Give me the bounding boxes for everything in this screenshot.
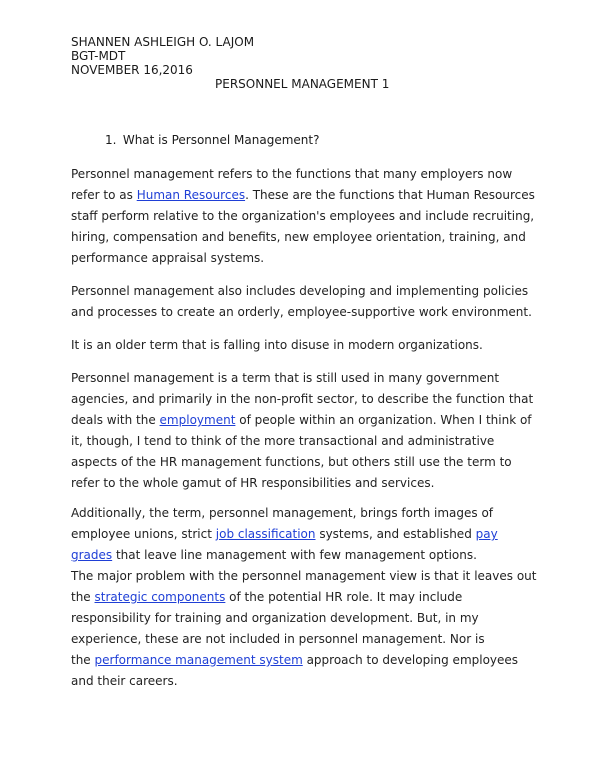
performance-management-system-link[interactable]: performance management system — [94, 653, 303, 667]
text-span: approach to developing employees — [302, 653, 519, 667]
paragraph-2 — [71, 281, 531, 323]
text-span: the — [71, 653, 95, 667]
paragraph-1 — [71, 164, 535, 269]
employment-link[interactable]: employment — [159, 413, 236, 427]
text-line: refer to the whole gamut of HR responsibilities and services. — [71, 476, 435, 490]
paragraph-5 — [71, 503, 537, 692]
text-line: experience, these are not included in personnel management. Nor is — [71, 632, 485, 646]
author-name: SHANNEN ASHLEIGH O. LAJOM — [71, 35, 255, 49]
document-title: PERSONNEL MANAGEMENT 1 — [215, 77, 390, 91]
pay-grades-link-part2[interactable]: grades — [71, 548, 113, 562]
pay-grades-link-part1[interactable]: pay — [475, 527, 498, 541]
text-line: performance appraisal systems. — [71, 251, 265, 265]
text-line: Personnel management refers to the functions that many employers now — [71, 167, 513, 181]
text-line: staff perform relative to the organization's employees and include recruiting, — [71, 209, 535, 223]
text-line: and processes to create an orderly, employee-supportive work environment. — [71, 305, 532, 319]
text-line: Additionally, the term, personnel management, brings forth images of — [71, 506, 494, 520]
text-span: deals with the — [71, 413, 160, 427]
text-line — [71, 587, 531, 608]
question-text: What is Personnel Management? — [122, 133, 320, 147]
text-line — [71, 410, 531, 431]
text-span: employee unions, strict — [71, 527, 216, 541]
question-number: 1. — [105, 133, 117, 147]
text-line: It is an older term that is falling into disuse in modern organizations. — [71, 338, 483, 352]
text-span: that leave line management with few management options. — [112, 548, 477, 562]
text-span: the — [71, 590, 95, 604]
text-span: . These are the functions that Human Resources — [245, 188, 535, 202]
text-span: systems, and established — [315, 527, 476, 541]
text-line: and their careers. — [71, 674, 178, 688]
text-line: Personnel management also includes developing and implementing policies — [71, 284, 529, 298]
strategic-components-link[interactable]: strategic components — [94, 590, 226, 604]
text-span: of people within an organization. When I think of — [235, 413, 532, 427]
text-line: hiring, compensation and benefits, new employee orientation, training, and — [71, 230, 526, 244]
text-line: The major problem with the personnel management view is that it leaves out — [71, 569, 537, 583]
text-line: it, though, I tend to think of the more transactional and administrative — [71, 434, 495, 448]
document-date: NOVEMBER 16,2016 — [71, 63, 193, 77]
text-span: refer to as — [71, 188, 137, 202]
human-resources-link[interactable]: Human Resources — [136, 188, 246, 202]
text-line: responsibility for training and organization development. But, in my — [71, 611, 479, 625]
text-line — [71, 185, 535, 206]
job-classification-link[interactable]: job classification — [215, 527, 316, 541]
question-heading — [105, 133, 319, 148]
paragraph-4 — [71, 368, 534, 494]
course-code: BGT-MDT — [71, 49, 126, 63]
text-line: aspects of the HR management functions, but others still use the term to — [71, 455, 512, 469]
text-line: agencies, and primarily in the non-profit sector, to describe the function that — [71, 392, 534, 406]
text-line — [71, 524, 531, 545]
paragraph-3 — [71, 335, 531, 356]
text-line — [71, 545, 531, 566]
text-line — [71, 650, 531, 671]
text-line: Personnel management is a term that is still used in many government — [71, 371, 500, 385]
text-span: of the potential HR role. It may include — [225, 590, 463, 604]
